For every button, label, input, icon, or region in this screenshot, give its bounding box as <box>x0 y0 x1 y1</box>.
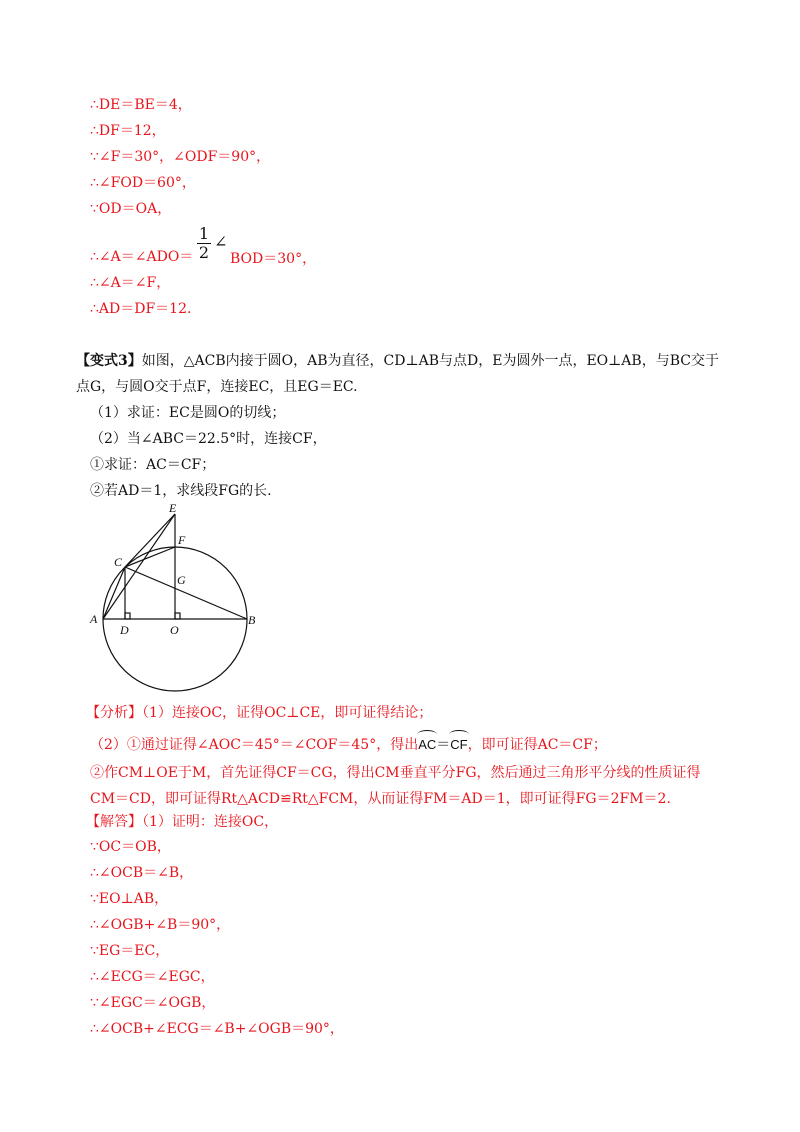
problem-tag: 【变式3】 <box>76 353 142 369</box>
question-2b: ②若AD＝1，求线段FG的长. <box>90 483 272 499</box>
label-o: O <box>170 623 179 637</box>
label-f: F <box>178 533 186 547</box>
arc-cf: CF <box>450 735 467 755</box>
step-df: ∴DF＝12， <box>90 123 166 139</box>
solution-step-2: ∴∠OCB＝∠B， <box>90 865 194 881</box>
step-a-eq-f: ∴∠A＝∠F， <box>90 275 171 291</box>
analysis-part4: CM＝CD，即可证得Rt△ACD≌Rt△FCM，从而证得FM＝AD＝1，即可证得FG＝2FM＝2. <box>90 791 671 807</box>
analysis-part2-b: ，即可证得AC＝CF； <box>467 737 607 753</box>
step-ad-df: ∴AD＝DF＝12. <box>90 301 192 317</box>
solution-step-5: ∵EG＝EC， <box>90 943 170 959</box>
segment-ce <box>125 514 175 567</box>
step-angle-f: ∵∠F＝30°，∠ODF＝90°， <box>90 149 271 165</box>
fraction-half <box>197 226 211 261</box>
step-angle-fod: ∴∠FOD＝60°， <box>90 175 196 191</box>
problem-line-1 <box>76 351 719 371</box>
segment-ac <box>103 567 125 619</box>
step-angle-a <box>90 247 193 267</box>
step-angle-a-left: ∴∠A＝∠ADO＝ <box>90 249 194 265</box>
label-e: E <box>169 501 177 515</box>
solution-step-1: ∵OC＝OB， <box>90 839 171 855</box>
problem-line-2: 点G，与圆O交于点F，连接EC，且EG＝EC. <box>76 379 358 395</box>
solution-step-3: ∵EO⊥AB， <box>90 891 169 907</box>
step-angle-a-right: BOD＝30°， <box>230 251 317 267</box>
analysis-part2 <box>90 735 607 755</box>
analysis-part2-a: （2）①通过证得∠AOC＝45°＝∠COF＝45°，得出 <box>90 737 419 753</box>
solution-step-8: ∴∠OCB+∠ECG＝∠B+∠OGB＝90°， <box>90 1021 344 1037</box>
step-od-oa: ∵OD＝OA， <box>90 201 172 217</box>
label-g: G <box>177 573 186 587</box>
label-a: A <box>90 612 98 626</box>
problem-text-1: 如图，△ACB内接于圆O，AB为直径，CD⊥AB与点D，E为圆外一点，EO⊥AB，与BC交于 <box>141 353 719 369</box>
right-angle-d <box>125 613 130 619</box>
fraction-numerator: 1 <box>198 224 210 243</box>
segment-cb <box>125 567 247 619</box>
arc-equals: ＝ <box>436 737 451 753</box>
step-de-be: ∴DE＝BE＝4， <box>90 97 192 113</box>
question-2a: ①求证：AC＝CF； <box>90 457 216 473</box>
solution-step-7: ∵∠EGC＝∠OGB， <box>90 995 216 1011</box>
geometry-figure <box>88 500 268 700</box>
solution-step-6: ∴∠ECG＝∠EGC， <box>90 969 215 985</box>
right-angle-o <box>175 613 180 619</box>
solution-step-4: ∴∠OGB+∠B＝90°， <box>90 917 231 933</box>
label-b: B <box>248 613 256 627</box>
solution-head: 【解答】（1）证明：连接OC， <box>86 814 279 830</box>
label-c: C <box>114 555 123 569</box>
question-2: （2）当∠ABC＝22.5°时，连接CF， <box>90 431 327 447</box>
angle-symbol: ∠ <box>214 232 228 251</box>
label-d: D <box>120 623 129 637</box>
analysis-head: 【分析】（1）连接OC，证得OC⊥CE，即可证得结论； <box>86 705 433 721</box>
analysis-part3: ②作CM⊥OE于M，首先证得CF＝CG，得出CM垂直平分FG，然后通过三角形平分线的性质证得 <box>90 765 701 781</box>
question-1: （1）求证：EC是圆O的切线； <box>90 405 286 421</box>
arc-ac: AC <box>418 735 436 755</box>
fraction-denominator: 2 <box>198 243 210 262</box>
